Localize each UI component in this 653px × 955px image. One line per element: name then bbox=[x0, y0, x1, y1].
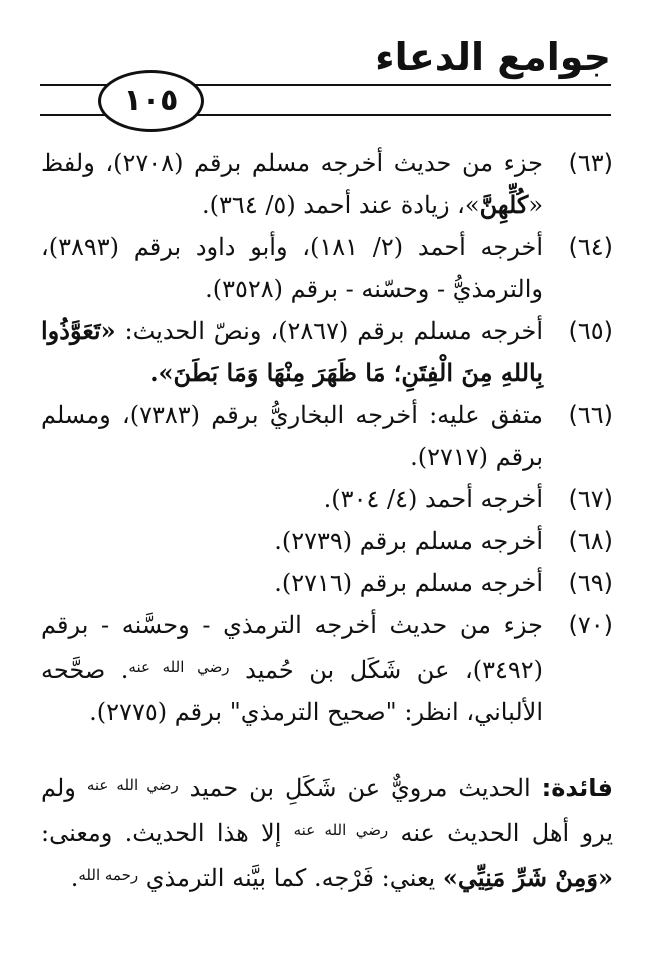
footnote-text bbox=[41, 562, 543, 604]
benefit-paragraph bbox=[41, 764, 613, 899]
text-segment: جزء من حديث أخرجه الترمذي - وحسَّنه - برقم (٣٤٩٢)، عن شَكَل بن حُميد bbox=[41, 611, 543, 684]
footnote-text bbox=[41, 478, 543, 520]
text-segment: أخرجه مسلم برقم (٢٨٦٧)، ونصّ الحديث: bbox=[115, 317, 543, 345]
page-number: ١٠٥ bbox=[123, 83, 179, 118]
footnote-text bbox=[41, 520, 543, 562]
text-segment: أخرجه مسلم برقم (٢٧١٦). bbox=[274, 569, 543, 597]
footnote-text bbox=[41, 394, 543, 478]
footnote bbox=[41, 394, 613, 478]
footnote bbox=[41, 478, 613, 520]
footnote-text bbox=[41, 226, 543, 310]
book-title: جوامع الدعاء bbox=[375, 35, 611, 79]
text-segment: إلا هذا الحديث. ومعنى: bbox=[41, 819, 294, 847]
quoted-hadith-text: كُلِّهِنَّ bbox=[479, 190, 529, 219]
footnote bbox=[41, 604, 613, 733]
footnote bbox=[41, 562, 613, 604]
text-segment: »، زيادة عند أحمد (٥/ ٣٦٤). bbox=[202, 191, 480, 219]
quoted-hadith-text: «تَعَوَّذُوا بِاللهِ مِنَ الْفِتَنِ؛ مَا ظَهَرَ مِنْهَا وَمَا بَطَنَ». bbox=[41, 316, 543, 387]
benefit-label: فائدة: bbox=[541, 774, 613, 802]
honorific-phrase: رضي الله عنه bbox=[86, 776, 179, 794]
footnotes-list bbox=[41, 142, 613, 733]
footnote bbox=[41, 142, 613, 226]
honorific-phrase: رضي الله عنه bbox=[293, 821, 389, 839]
text-segment: الحديث مرويٌّ عن شَكَلِ بن حميد bbox=[178, 774, 531, 802]
footnote bbox=[41, 310, 613, 394]
footnote-number: (٦٦) bbox=[568, 401, 613, 429]
footnote-text bbox=[41, 142, 543, 226]
text-segment: . bbox=[70, 864, 79, 892]
footnote-number: (٧٠) bbox=[568, 611, 613, 639]
text-segment: ولم يرو أهل الحديث عنه bbox=[41, 774, 613, 847]
text-segment: أخرجه مسلم برقم (٢٧٣٩). bbox=[274, 527, 543, 555]
text-segment: جزء من حديث أخرجه مسلم برقم (٢٧٠٨)، ولفظ « bbox=[41, 149, 543, 219]
footnote-number: (٦٥) bbox=[568, 317, 613, 345]
honorific-phrase: رحمه الله bbox=[78, 866, 139, 884]
page-number-oval bbox=[98, 70, 204, 132]
footnote-number: (٦٧) bbox=[568, 485, 613, 513]
footnote-text bbox=[41, 604, 543, 733]
footnote-text bbox=[41, 310, 543, 394]
text-segment: أخرجه أحمد (٤/ ٣٠٤). bbox=[323, 485, 543, 513]
footnote bbox=[41, 520, 613, 562]
text-segment: أخرجه أحمد (٢/ ١٨١)، وأبو داود برقم (٣٨٩٣)، والترمذيُّ - وحسّنه - برقم (٣٥٢٨). bbox=[41, 233, 544, 303]
footnote-number: (٦٤) bbox=[568, 233, 613, 261]
footnote-number: (٦٩) bbox=[568, 569, 613, 597]
text-segment: . صحَّحه الألباني، انظر: "صحيح الترمذي" برقم (٢٧٧٥). bbox=[41, 656, 543, 726]
text-segment: متفق عليه: أخرجه البخاريُّ برقم (٧٣٨٣)، ومسلم برقم (٢٧١٧). bbox=[41, 401, 543, 471]
footnote bbox=[41, 226, 613, 310]
footnote-number: (٦٣) bbox=[568, 149, 613, 177]
page-header bbox=[0, 0, 653, 128]
quoted-hadith-text: «وَمِنْ شَرِّ مَنِيِّي» bbox=[442, 863, 613, 892]
honorific-phrase: رضي الله عنه bbox=[128, 658, 230, 676]
footnote-number: (٦٨) bbox=[568, 527, 613, 555]
text-segment: يعني: فَرْجه. كما بيَّنه الترمذي bbox=[138, 864, 443, 892]
